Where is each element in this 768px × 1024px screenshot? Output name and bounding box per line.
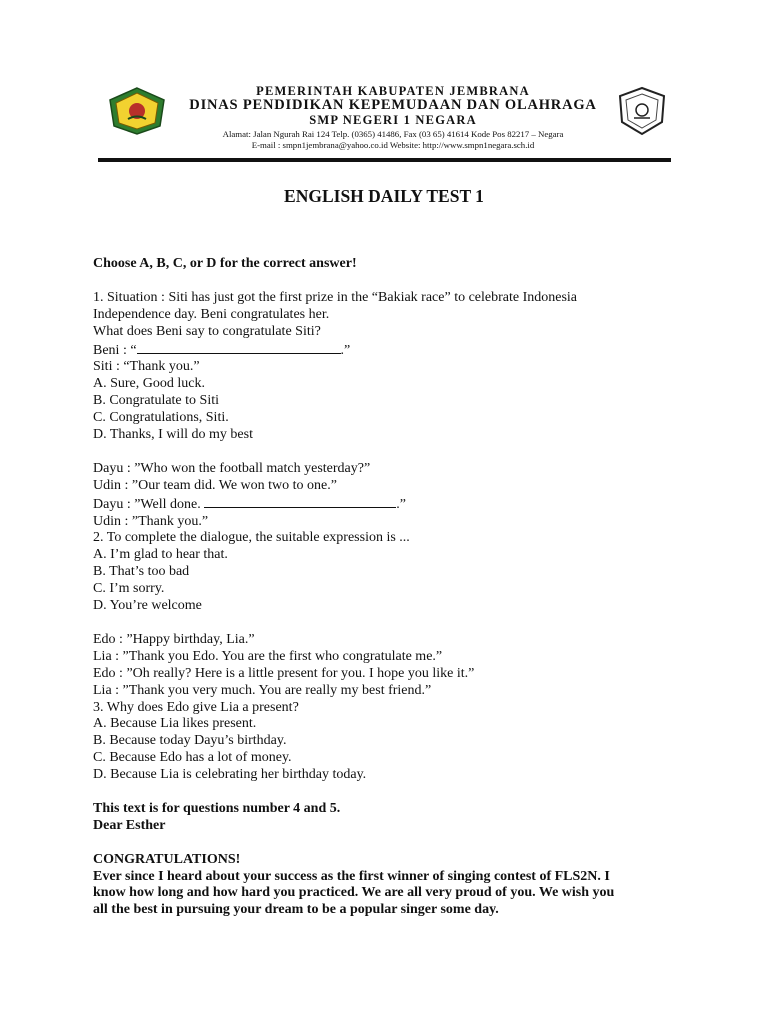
q2-dialogue-3-suffix: .” bbox=[396, 496, 406, 512]
q2-dialogue-3 bbox=[93, 495, 693, 514]
q2-stem: 2. To complete the dialogue, the suitable expression is ... bbox=[93, 530, 410, 546]
school-emblem-icon bbox=[616, 86, 668, 136]
q1-situation-2: Independence day. Beni congratulates her. bbox=[93, 306, 330, 322]
letter-greeting: Dear Esther bbox=[93, 817, 166, 833]
letterhead bbox=[0, 0, 768, 170]
q3-stem: 3. Why does Edo give Lia a present? bbox=[93, 699, 299, 715]
answer-blank bbox=[137, 341, 341, 354]
letter-paragraph-2: know how long and how hard you practiced. We are all very proud of you. We wish you bbox=[93, 885, 615, 901]
instruction: Choose A, B, C, or D for the correct answer! bbox=[93, 256, 357, 271]
letterhead-address: Alamat: Jalan Ngurah Rai 124 Telp. (0365) 41486, Fax (03 65) 41614 Kode Pos 82217 – Negara bbox=[222, 129, 564, 139]
question-2 bbox=[93, 461, 693, 615]
q3-dialogue-3: Edo : ”Oh really? Here is a little present for you. I hope you like it.” bbox=[93, 665, 475, 681]
letter-paragraph-1: Ever since I heard about your success as the first winner of singing contest of FLS2N. I bbox=[93, 868, 610, 884]
q2-dialogue-3-prefix: Dayu : ”Well done. bbox=[93, 496, 205, 512]
q3-option-d: D. Because Lia is celebrating her birthday today. bbox=[93, 767, 367, 783]
q2-option-c: C. I’m sorry. bbox=[93, 581, 165, 597]
q2-option-a: A. I’m glad to hear that. bbox=[93, 547, 228, 563]
question-3 bbox=[93, 632, 693, 784]
q1-siti-line: Siti : “Thank you.” bbox=[93, 359, 200, 375]
q1-situation-1: 1. Situation : Siti has just got the first prize in the “Bakiak race” to celebrate Indonesia bbox=[93, 289, 578, 305]
letterhead-divider bbox=[98, 158, 671, 162]
answer-blank bbox=[204, 495, 396, 508]
jembrana-regency-emblem-icon bbox=[106, 86, 168, 136]
q1-beni-suffix: .” bbox=[340, 342, 351, 358]
letter-heading: CONGRATULATIONS! bbox=[93, 851, 241, 867]
q2-dialogue-4: Udin : ”Thank you.” bbox=[93, 513, 209, 529]
letterhead-government: PEMERINTAH KABUPATEN JEMBRANA bbox=[256, 84, 530, 98]
q3-dialogue-1: Edo : ”Happy birthday, Lia.” bbox=[93, 631, 255, 647]
text-intro: This text is for questions number 4 and 5. bbox=[93, 800, 341, 816]
q1-stem: What does Beni say to congratulate Siti? bbox=[93, 323, 321, 339]
letter-paragraph-3: all the best in pursuing your dream to be a popular singer some day. bbox=[93, 902, 499, 918]
q2-dialogue-2: Udin : ”Our team did. We won two to one.” bbox=[93, 477, 337, 493]
q3-option-c: C. Because Edo has a lot of money. bbox=[93, 750, 292, 766]
q2-option-b: B. That’s too bad bbox=[93, 564, 190, 580]
letterhead-department: DINAS PENDIDIKAN KEPEMUDAAN DAN OLAHRAGA bbox=[189, 97, 597, 113]
q3-option-a: A. Because Lia likes present. bbox=[93, 716, 257, 732]
test-body bbox=[93, 256, 693, 919]
question-1 bbox=[93, 290, 693, 444]
reading-text-4-5 bbox=[93, 801, 693, 919]
q3-option-b: B. Because today Dayu’s birthday. bbox=[93, 733, 287, 749]
q3-dialogue-4: Lia : ”Thank you very much. You are really my best friend.” bbox=[93, 682, 432, 698]
q1-option-c: C. Congratulations, Siti. bbox=[93, 410, 229, 426]
q3-dialogue-2: Lia : ”Thank you Edo. You are the first who congratulate me.” bbox=[93, 648, 443, 664]
q2-option-d: D. You’re welcome bbox=[93, 598, 202, 614]
q1-option-d: D. Thanks, I will do my best bbox=[93, 427, 253, 443]
q1-option-a: A. Sure, Good luck. bbox=[93, 376, 205, 392]
q1-option-b: B. Congratulate to Siti bbox=[93, 393, 219, 409]
letterhead-contact: E-mail : smpn1jembrana@yahoo.co.id Website: http://www.smpn1negara.sch.id bbox=[251, 140, 535, 150]
page-title: ENGLISH DAILY TEST 1 bbox=[284, 186, 484, 206]
q2-dialogue-1: Dayu : ”Who won the football match yesterday?” bbox=[93, 460, 371, 476]
q1-beni-prefix: Beni : “ bbox=[93, 342, 137, 358]
letterhead-school: SMP NEGERI 1 NEGARA bbox=[309, 113, 477, 127]
q1-beni-line bbox=[93, 341, 693, 360]
